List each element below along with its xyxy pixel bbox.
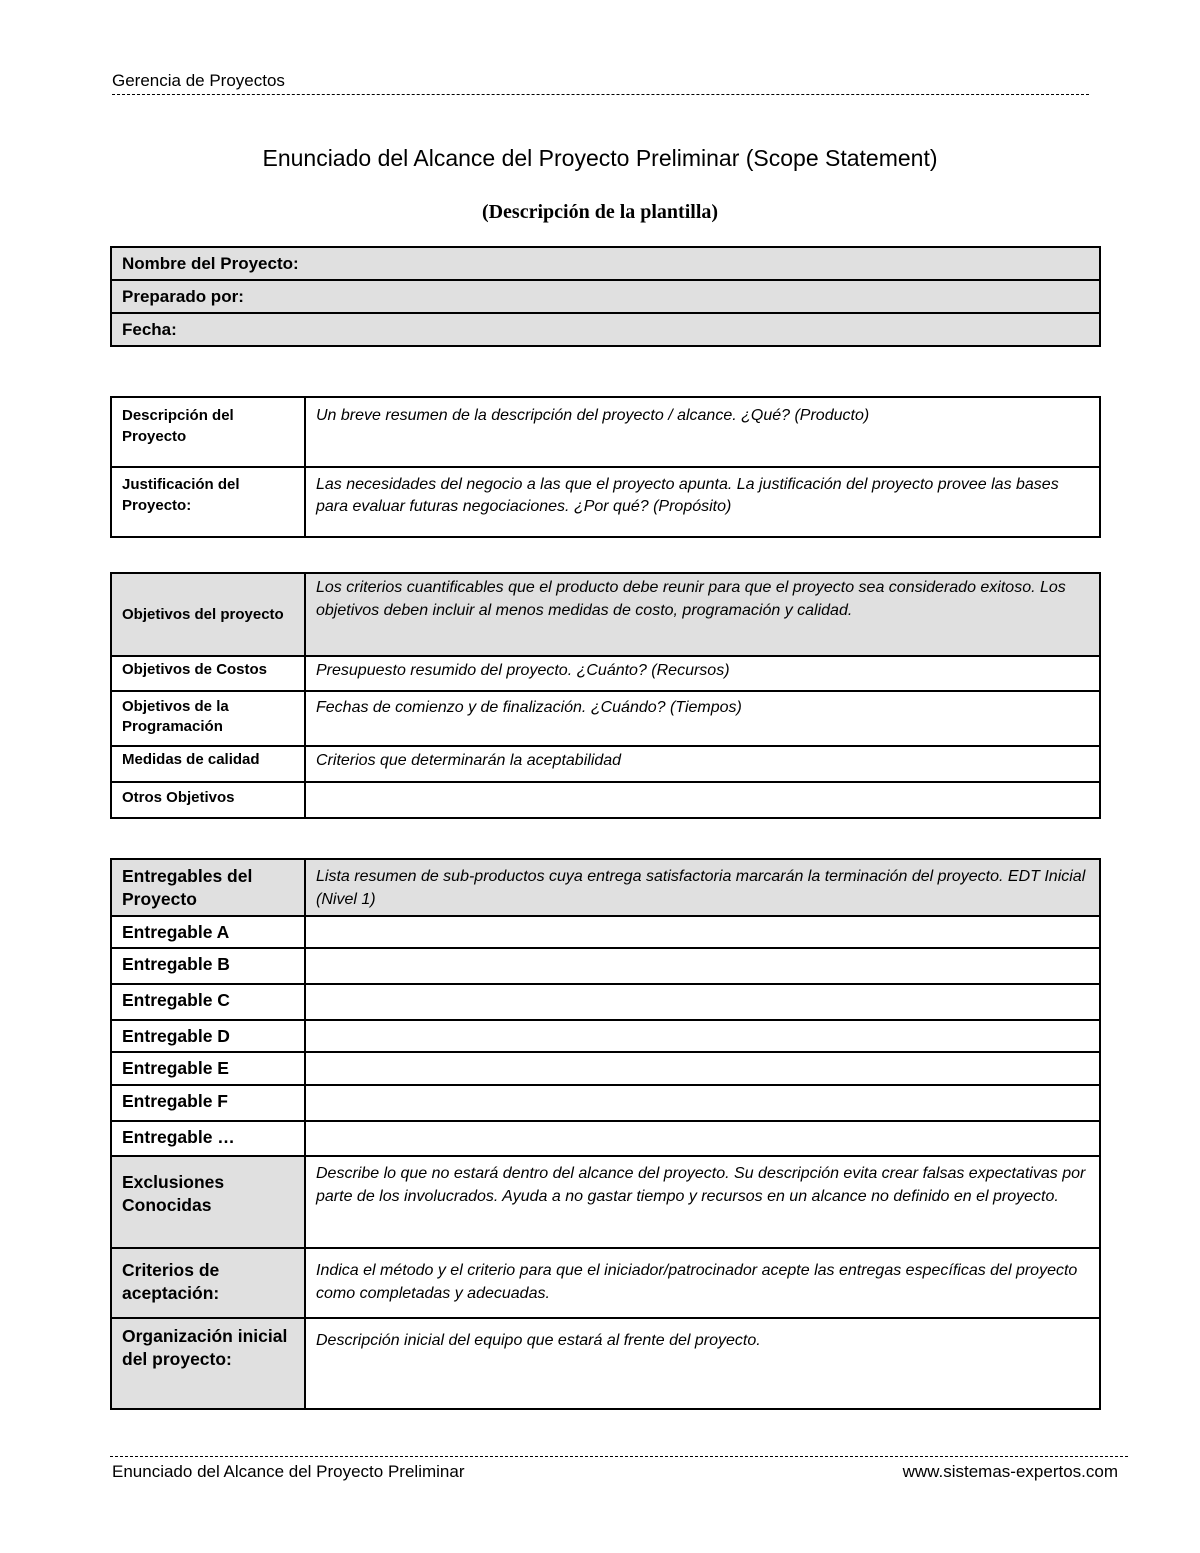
table-row [111,859,1100,916]
prepared-by-field[interactable]: Preparado por: [111,280,1100,313]
other-objectives-label: Otros Objetivos [111,782,305,818]
table-row [111,1085,1100,1121]
deliverables-label: Entregables del Proyecto [111,859,305,916]
deliverable-label: Entregable F [111,1085,305,1121]
justification-label: Justificación del Proyecto: [111,467,305,537]
deliverable-value[interactable] [305,948,1100,984]
quality-measures-value[interactable]: Criterios que determinarán la aceptabilidad [305,746,1100,782]
table-row [111,280,1100,313]
deliverable-value[interactable] [305,1085,1100,1121]
objectives-label: Objetivos del proyecto [111,573,305,656]
table-row [111,313,1100,346]
deliverable-label: Entregable … [111,1121,305,1156]
deliverable-label: Entregable D [111,1020,305,1052]
document-title: Enunciado del Alcance del Proyecto Preliminar (Scope Statement) [262,145,938,171]
footer-title: Enunciado del Alcance del Proyecto Preliminar [112,1462,465,1481]
document-subtitle: (Descripción de la plantilla) [481,201,719,223]
table-row [111,782,1100,818]
table-row [111,573,1100,656]
cost-objectives-value[interactable]: Presupuesto resumido del proyecto. ¿Cuánto? (Recursos) [305,656,1100,691]
table-row [111,691,1100,746]
date-field[interactable]: Fecha: [111,313,1100,346]
table-row [111,1020,1100,1052]
description-label: Descripción del Proyecto [111,397,305,467]
table-row [111,984,1100,1020]
table-row [111,247,1100,280]
objectives-table [110,572,1101,819]
objectives-value[interactable]: Los criterios cuantificables que el producto debe reunir para que el proyecto sea considerado exitoso. Los objetivos deben incluir al menos medidas de costo, programación y calidad. [305,573,1100,656]
quality-measures-label: Medidas de calidad [111,746,305,782]
table-row [111,948,1100,984]
cost-objectives-label: Objetivos de Costos [111,656,305,691]
page-footer [110,1456,1128,1481]
deliverable-value[interactable] [305,916,1100,948]
deliverable-value[interactable] [305,1052,1100,1085]
deliverables-value[interactable]: Lista resumen de sub-productos cuya entrega satisfactoria marcarán la terminación del proyecto. EDT Inicial (Nivel 1) [305,859,1100,916]
acceptance-criteria-label: Criterios de aceptación: [111,1248,305,1318]
footer-website: www.sistemas-expertos.com [902,1462,1118,1481]
page-header: Gerencia de Proyectos [112,70,1089,95]
deliverables-table [110,858,1101,1410]
deliverable-value[interactable] [305,1121,1100,1156]
deliverable-value[interactable] [305,1020,1100,1052]
table-row [111,397,1100,467]
deliverable-label: Entregable A [111,916,305,948]
deliverable-label: Entregable C [111,984,305,1020]
table-row [111,656,1100,691]
schedule-objectives-value[interactable]: Fechas de comienzo y de finalización. ¿Cuándo? (Tiempos) [305,691,1100,746]
description-value[interactable]: Un breve resumen de la descripción del proyecto / alcance. ¿Qué? (Producto) [305,397,1100,467]
project-name-field[interactable]: Nombre del Proyecto: [111,247,1100,280]
table-row [111,467,1100,537]
deliverable-label: Entregable B [111,948,305,984]
table-row [111,1156,1100,1248]
table-row [111,1121,1100,1156]
schedule-objectives-label: Objetivos de la Programación [111,691,305,746]
deliverable-label: Entregable E [111,1052,305,1085]
table-row [111,1052,1100,1085]
table-row [111,1248,1100,1318]
other-objectives-value[interactable] [305,782,1100,818]
initial-organization-value[interactable]: Descripción inicial del equipo que estará al frente del proyecto. [305,1318,1100,1409]
table-row [111,1318,1100,1409]
deliverable-value[interactable] [305,984,1100,1020]
table-row [111,746,1100,782]
initial-organization-label: Organización inicial del proyecto: [111,1318,305,1409]
acceptance-criteria-value[interactable]: Indica el método y el criterio para que el iniciador/patrocinador acepte las entregas específicas del proyecto como completadas y adecuadas. [305,1248,1100,1318]
project-info-table [110,246,1101,347]
exclusions-label: Exclusiones Conocidas [111,1156,305,1248]
exclusions-value[interactable]: Describe lo que no estará dentro del alcance del proyecto. Su descripción evita crear falsas expectativas por parte de los involucrados. Ayuda a no gastar tiempo y recursos en un alcance no definido en el proyecto. [305,1156,1100,1248]
description-table [110,396,1101,538]
justification-value[interactable]: Las necesidades del negocio a las que el proyecto apunta. La justificación del proyecto provee las bases para evaluar futuras negociaciones. ¿Por qué? (Propósito) [305,467,1100,537]
table-row [111,916,1100,948]
